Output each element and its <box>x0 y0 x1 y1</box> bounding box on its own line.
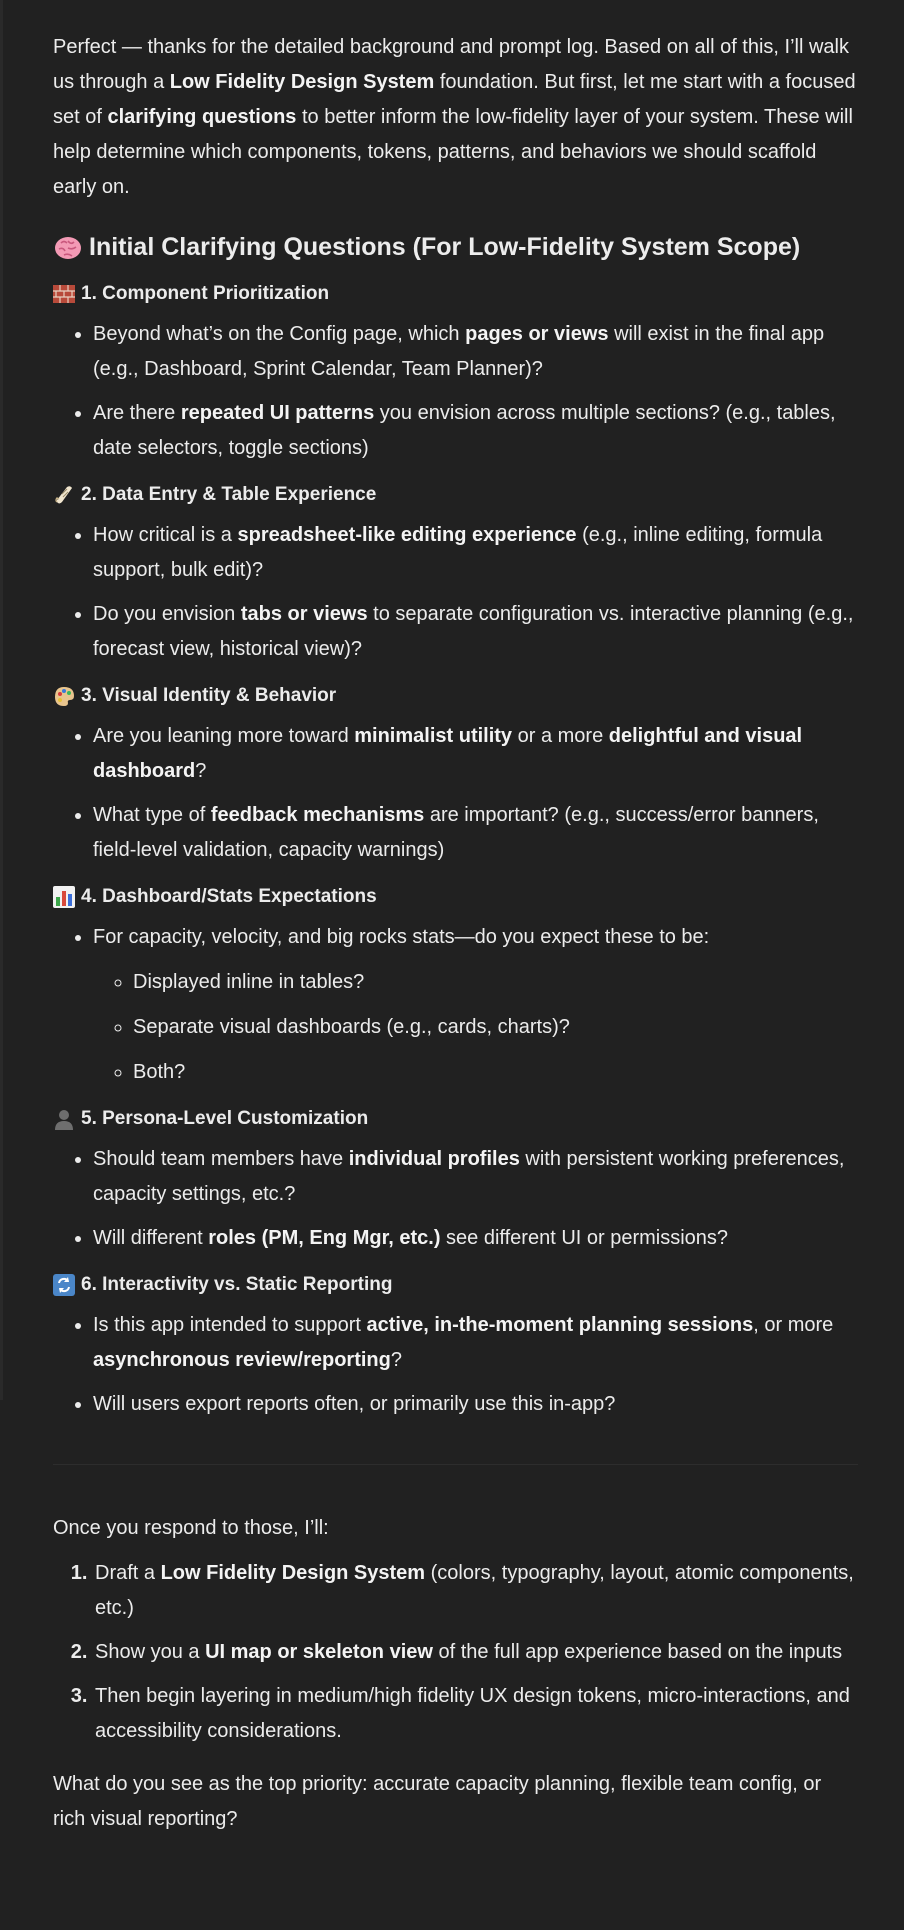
step-item: 2. Show you a UI map or skeleton view of the full app experience based on the inputs <box>93 1635 858 1670</box>
section-heading: 6. Interactivity vs. Static Reporting <box>53 1270 858 1300</box>
assistant-message <box>53 30 858 1837</box>
section-list <box>53 719 858 868</box>
list-item: • Are there repeated UI patterns you envision across multiple sections? (e.g., tables, date selectors, toggle sections) <box>93 396 858 466</box>
list-item: • Beyond what’s on the Config page, which pages or views will exist in the final app (e.g., Dashboard, Sprint Calendar, Team Planner)? <box>93 317 858 387</box>
list-item: • What type of feedback mechanisms are important? (e.g., success/error banners, field-level validation, capacity warnings) <box>93 798 858 868</box>
divider <box>53 1464 858 1465</box>
section-list <box>53 317 858 466</box>
list-item: • Will users export reports often, or primarily use this in-app? <box>93 1387 858 1422</box>
section-list <box>53 518 858 667</box>
list-item: • For capacity, velocity, and big rocks stats—do you expect these to be: ◦ Displayed inline in tables? ◦ Separate visual dashboards (e.g., cards, charts)? ◦ Both? <box>93 920 858 1090</box>
bar-chart-icon <box>53 886 75 908</box>
closing-question: What do you see as the top priority: accurate capacity planning, flexible team config, or rich visual reporting? <box>53 1773 822 1830</box>
section-heading: 1. Component Prioritization <box>53 279 858 309</box>
nested-list-item: ◦ Displayed inline in tables? <box>133 965 858 1000</box>
section-list <box>53 920 858 1090</box>
arrows-cycle-icon <box>53 1274 75 1296</box>
followup-steps <box>53 1556 858 1749</box>
list-item: • Do you envision tabs or views to separate configuration vs. interactive planning (e.g., forecast view, historical view)? <box>93 597 858 667</box>
list-item: • How critical is a spreadsheet-like editing experience (e.g., inline editing, formula support, bulk edit)? <box>93 518 858 588</box>
list-item: • Should team members have individual profiles with persistent working preferences, capacity settings, etc.? <box>93 1142 858 1212</box>
intro-paragraph: Perfect — thanks for the detailed background and prompt log. Based on all of this, I’ll walk us through a Low Fidelity Design System foundation. But first, let me start with a focused set of clarifying questions to better inform the low-fidelity layer of your system. These will help determine which components, tokens, patterns, and behaviors we should scaffold early on. <box>53 36 856 198</box>
section-heading: 5. Persona-Level Customization <box>53 1104 858 1134</box>
scroll-icon <box>53 484 75 506</box>
followup-lead: Once you respond to those, I’ll: <box>53 1517 329 1539</box>
nested-list <box>93 965 858 1090</box>
section-heading: 4. Dashboard/Stats Expectations <box>53 882 858 912</box>
nested-list-item: ◦ Both? <box>133 1055 858 1090</box>
nested-list-item: ◦ Separate visual dashboards (e.g., cards, charts)? <box>133 1010 858 1045</box>
list-item: • Are you leaning more toward minimalist utility or a more delightful and visual dashboard? <box>93 719 858 789</box>
section-heading: 2. Data Entry & Table Experience <box>53 480 858 510</box>
left-edge-strip <box>0 0 3 1400</box>
list-item: • Will different roles (PM, Eng Mgr, etc.) see different UI or permissions? <box>93 1221 858 1256</box>
palette-icon <box>53 685 75 707</box>
brain-icon <box>53 232 83 262</box>
section-list <box>53 1308 858 1422</box>
step-item: 1. Draft a Low Fidelity Design System (colors, typography, layout, atomic components, etc.) <box>93 1556 858 1626</box>
main-heading: Initial Clarifying Questions (For Low-Fidelity System Scope) <box>53 229 858 265</box>
section-heading: 3. Visual Identity & Behavior <box>53 681 858 711</box>
list-item: • Is this app intended to support active, in-the-moment planning sessions, or more asynchronous review/reporting? <box>93 1308 858 1378</box>
person-silhouette-icon <box>53 1108 75 1130</box>
step-item: 3. Then begin layering in medium/high fidelity UX design tokens, micro-interactions, and accessibility considerations. <box>93 1679 858 1749</box>
bricks-icon <box>53 285 75 303</box>
section-list <box>53 1142 858 1256</box>
